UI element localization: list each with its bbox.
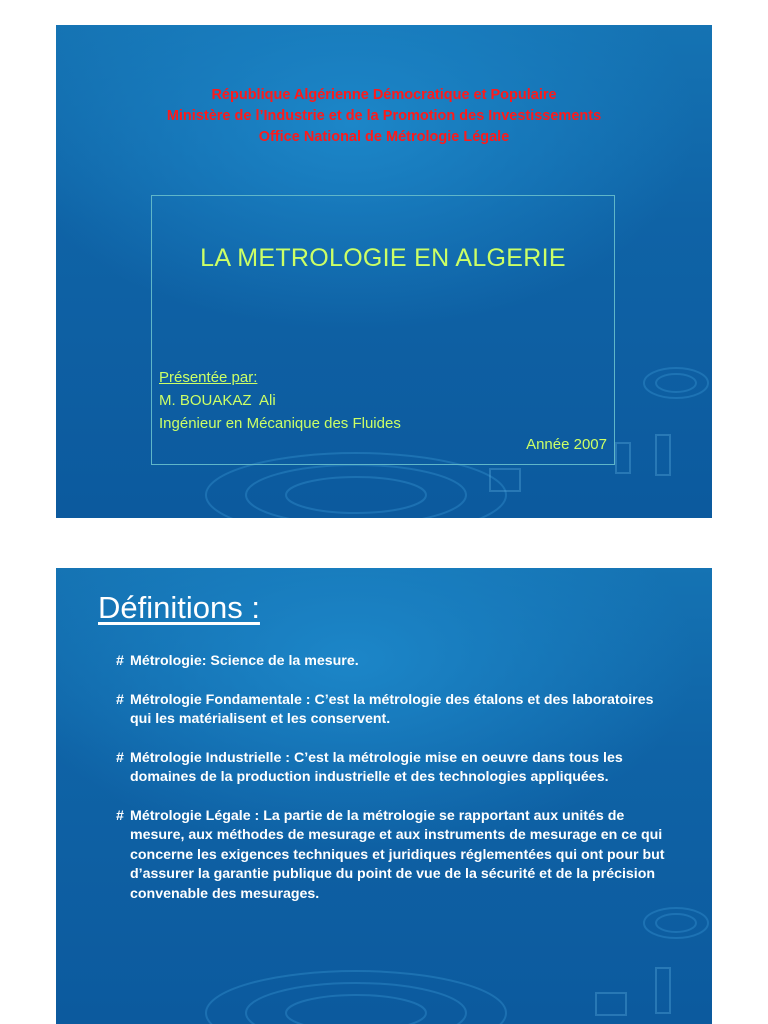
bullet-marker: # (116, 749, 124, 766)
definition-text: Métrologie Fondamentale : C’est la métrologie des étalons et des laboratoires qui les matérialisent et les conservent. (130, 691, 654, 727)
header-line-office: Office National de Métrologie Légale (258, 129, 510, 145)
presenter-role: Ingénieur en Mécanique des Fluides (159, 415, 401, 432)
definition-text: Métrologie: Science de la mesure. (130, 653, 359, 669)
definition-item (116, 652, 676, 672)
definition-text: Métrologie Légale : La partie de la métrologie se rapportant aux unités de mesure, aux méthodes de mesurage et aux instruments de mesurage en ce qui concerne les exigences techniques et juridiques réglementées qui ont pour but d’assurer la garantie publique du point de vue de la sécurité et de la précision convenable des mesurages. (130, 807, 665, 902)
definition-item (116, 691, 676, 730)
definition-text: Métrologie Industrielle : C’est la métrologie mise en oeuvre dans tous les domaines de la production industrielle et des technologies appliquées. (130, 749, 623, 785)
presentation-title: LA METROLOGIE EN ALGERIE (200, 244, 566, 272)
header-line-republic: République Algérienne Démocratique et Populaire (211, 87, 557, 103)
definitions-title: Définitions : (98, 590, 260, 625)
definition-item (116, 749, 676, 788)
bullet-marker: # (116, 653, 124, 669)
title-slide (56, 25, 712, 518)
presentation-year: Année 2007 (526, 436, 607, 453)
definition-item (116, 807, 676, 905)
title-box (151, 195, 615, 465)
header-line-ministry: Ministère de l’Industrie et de la Promotion des Investissements (166, 108, 602, 124)
bullet-marker: # (116, 691, 124, 708)
definitions-list (116, 652, 676, 923)
presenter-block (159, 366, 401, 435)
institution-header (56, 85, 712, 148)
presenter-name: M. BOUAKAZ Ali (159, 392, 276, 409)
definitions-slide (56, 568, 712, 1024)
presenter-label: Présentée par: (159, 369, 258, 386)
bullet-marker: # (116, 807, 124, 824)
